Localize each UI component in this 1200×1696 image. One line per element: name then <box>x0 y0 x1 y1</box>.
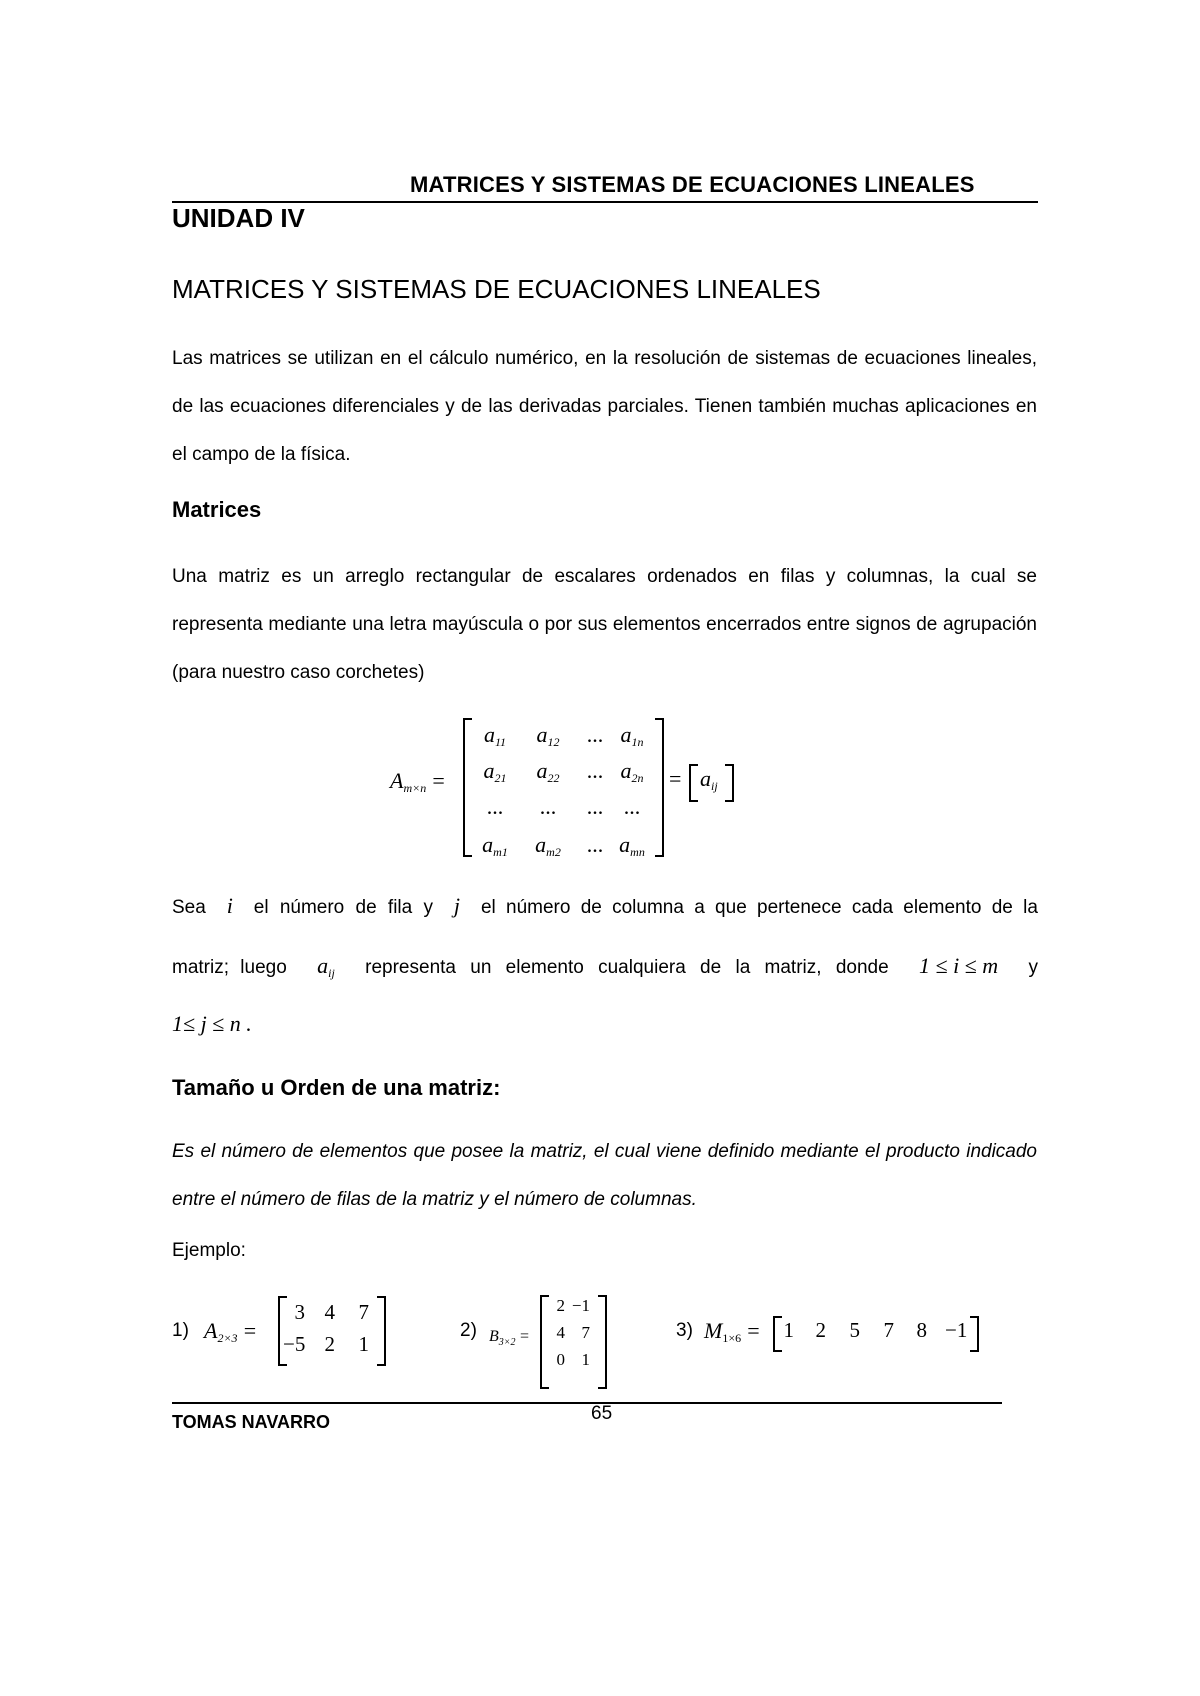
condition-i: 1 ≤ i ≤ m <box>919 953 999 978</box>
matrix-element: $a_{m2}$ <box>535 832 561 859</box>
equals-sign: = <box>669 766 682 791</box>
matrix-element: ... <box>586 794 604 819</box>
matrix-element: 0 <box>556 1350 565 1369</box>
right-bracket <box>377 1296 386 1366</box>
matrix-element: 7 <box>358 1300 369 1324</box>
matrix-name: $B_{3\times 2}$ = <box>489 1328 530 1348</box>
example-number: 2) <box>460 1320 477 1341</box>
matrix-element: ... <box>539 794 557 819</box>
matrix-element: 2 <box>556 1296 565 1315</box>
matrix-element: 1 <box>358 1332 369 1356</box>
matrix-element: 3 <box>294 1300 305 1324</box>
condition-j: 1≤ j ≤ n . <box>172 1011 252 1036</box>
matrix-definition: Una matriz es un arreglo rectangular de escalares ordenados en filas y columnas, la cual se representa mediante una letra mayúscula o por sus elementos encerrados entre signos de agrupación (para nuestro caso corchetes) <box>172 566 1037 683</box>
matrix-element: 7 <box>581 1323 590 1342</box>
section-heading-order: Tamaño u Orden de una matriz: <box>172 1075 501 1100</box>
matrix-element: 2 <box>324 1332 335 1356</box>
text: Sea <box>172 897 206 918</box>
matrix-element: $a_{m1}$ <box>482 832 508 859</box>
matrix-element: 4 <box>324 1300 335 1324</box>
var-j: j <box>453 893 461 918</box>
example-number: 3) <box>676 1320 693 1341</box>
text: matriz; luego <box>172 957 287 978</box>
matrix-element: 5 <box>849 1318 860 1342</box>
matrix-name: $M_{1\times 6}$ = <box>704 1318 760 1345</box>
right-bracket <box>655 718 664 857</box>
right-bracket <box>970 1316 979 1352</box>
matrix-element: $a_{1n}$ <box>620 722 644 749</box>
matrix-element: 7 <box>883 1318 894 1342</box>
example-label: Ejemplo: <box>172 1240 246 1261</box>
matrix-element: 2 <box>815 1318 826 1342</box>
intro-paragraph: Las matrices se utilizan en el cálculo numérico, en la resolución de sistemas de ecuaciones lineales, de las ecuaciones diferenciales y de las derivadas parciales. Tienen también muchas aplicaciones en el campo de la física. <box>172 348 1037 465</box>
running-header: MATRICES Y SISTEMAS DE ECUACIONES LINEALES <box>410 172 975 197</box>
matrix-element: $a_{12}$ <box>536 722 560 749</box>
matrix-element: ... <box>586 722 604 747</box>
chapter-title: MATRICES Y SISTEMAS DE ECUACIONES LINEALES <box>172 274 821 304</box>
matrix-element: 1 <box>581 1350 590 1369</box>
matrix-element: $a_{22}$ <box>536 758 560 785</box>
matrix-lhs: $A_{m\times n}$ = <box>390 768 445 795</box>
section-heading-matrices: Matrices <box>172 497 262 522</box>
matrix-element: ... <box>586 832 604 857</box>
matrix-element: 8 <box>916 1318 927 1342</box>
sea-line-1 <box>172 893 1038 919</box>
page-number: 65 <box>591 1403 613 1424</box>
aij-element: $a_{ij}$ <box>700 766 718 793</box>
matrix-element: ... <box>486 794 504 819</box>
left-bracket-aij <box>689 764 698 802</box>
matrix-element: 4 <box>556 1323 565 1342</box>
text: representa un elemento cualquiera de la matriz, donde <box>365 957 889 978</box>
text: el número de columna a que pertenece cada elemento de la <box>480 897 1038 918</box>
right-bracket <box>598 1295 607 1389</box>
matrix-element: −5 <box>283 1332 306 1356</box>
text: el número de fila y <box>253 897 433 918</box>
author-name: TOMAS NAVARRO <box>172 1412 331 1432</box>
var-aij: $a_{ij}$ <box>317 953 335 980</box>
matrix-element: −1 <box>571 1296 590 1315</box>
matrix-element: $a_{11}$ <box>483 722 507 749</box>
example-number: 1) <box>172 1320 189 1341</box>
var-i: i <box>226 893 233 918</box>
matrix-element: $a_{21}$ <box>483 758 507 785</box>
matrix-element: ... <box>586 758 604 783</box>
matrix-name: $A_{2\times 3}$ = <box>204 1318 257 1345</box>
footer-rule <box>172 1402 1002 1404</box>
matrix-element: $a_{mn}$ <box>619 832 645 859</box>
order-definition: Es el número de elementos que posee la matriz, el cual viene definido mediante el producto indicado entre el número de filas de la matriz y el número de columnas. <box>172 1141 1037 1210</box>
right-bracket-aij <box>725 764 734 802</box>
matrix-element: ... <box>623 794 641 819</box>
sea-line-2 <box>172 953 1038 981</box>
matrix-element: −1 <box>945 1318 968 1342</box>
unit-title: UNIDAD IV <box>172 203 305 233</box>
matrix-element: $a_{2n}$ <box>620 758 644 785</box>
matrix-element: 1 <box>783 1318 794 1342</box>
text: y <box>1028 957 1038 978</box>
